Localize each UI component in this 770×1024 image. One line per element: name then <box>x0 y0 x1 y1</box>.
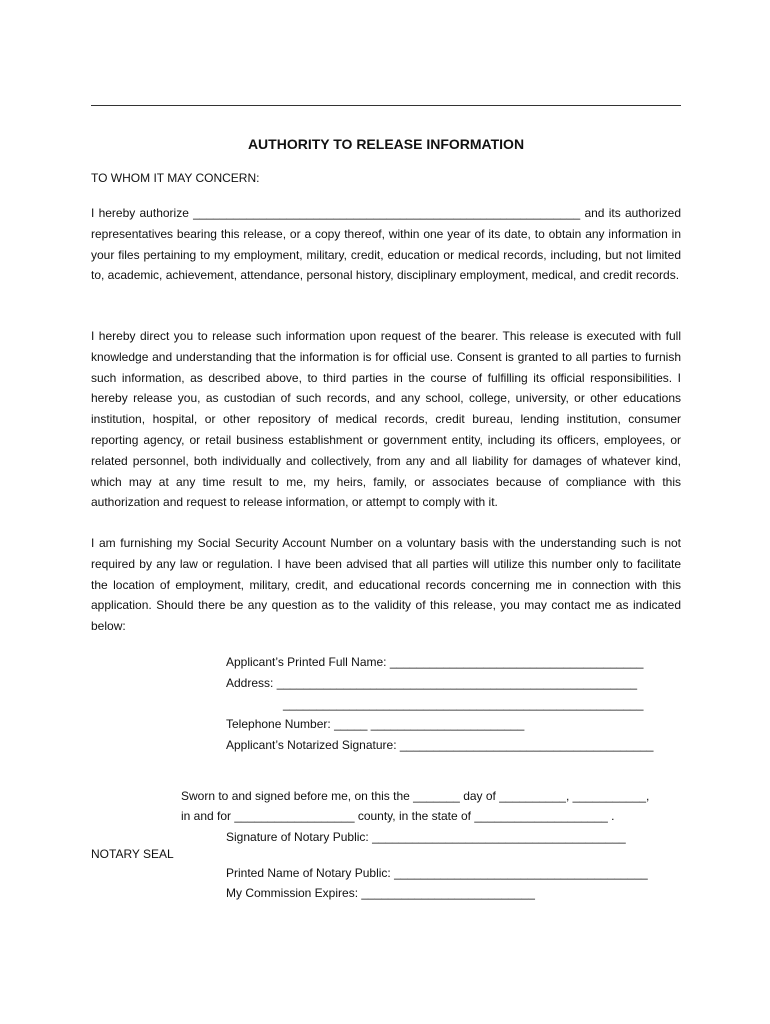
telephone-line: Telephone Number: _____ _______________________ <box>226 717 525 731</box>
ssn-paragraph: I am furnishing my Social Security Account Number on a voluntary basis with the understanding such is not required by any law or regulation. I have been advised that all parties will utilize this number only to facilitate the location of employment, military, credit, and educational records concerning me in connection with this application. Should there be any question as to the validity of this release, you may contact me as indicated below: <box>91 536 681 634</box>
sworn-line: Sworn to and signed before me, on this the _______ day of __________, ___________, <box>181 789 650 803</box>
applicant-signature-line: Applicant’s Notarized Signature: ______________________________________ <box>226 738 654 752</box>
applicant-name-line: Applicant’s Printed Full Name: ______________________________________ <box>226 655 644 669</box>
county-line: in and for __________________ county, in the state of ____________________ . <box>181 809 615 823</box>
authorization-paragraph: I hereby authorize __________________________________________________________ and its authorized representatives bearing this release, or a copy thereof, within one year of its date, to obtain any information in your files pertaining to my employment, military, credit, education or medical records, including, but not limited to, academic, achievement, attendance, personal history, disciplinary employment, medical, and credit records. <box>91 206 681 283</box>
notary-seal-label: NOTARY SEAL <box>91 847 174 861</box>
notary-signature-line: Signature of Notary Public: ______________________________________ <box>226 830 626 844</box>
applicant-address-line-2: ______________________________________________________ <box>283 697 644 711</box>
release-paragraph: I hereby direct you to release such information upon request of the bearer. This release is executed with full knowledge and understanding that the information is for official use. Consent is granted to all parties to furnish such information, as described above, to third parties in the course of fulfilling its official responsibilities. I hereby release you, as custodian of such records, and any school, college, university, or other educations institution, hospital, or other repository of medical records, credit bureau, lending institution, consumer reporting agency, or retail business establishment or government entity, including its officers, employees, or related personnel, both individually and collectively, from any and all liability for damages of whatever kind, which may at any time result to me, my heirs, family, or associates because of compliance with this authorization and request to release information, or attempt to comply with it. <box>91 329 681 510</box>
applicant-address-line: Address: ______________________________________________________ <box>226 676 638 690</box>
commission-expires-line: My Commission Expires: __________________________ <box>226 886 535 900</box>
salutation: TO WHOM IT MAY CONCERN: <box>91 171 260 185</box>
document-title: AUTHORITY TO RELEASE INFORMATION <box>247 136 525 152</box>
notary-printed-name-line: Printed Name of Notary Public: ______________________________________ <box>226 866 648 880</box>
header-rule <box>91 105 681 106</box>
